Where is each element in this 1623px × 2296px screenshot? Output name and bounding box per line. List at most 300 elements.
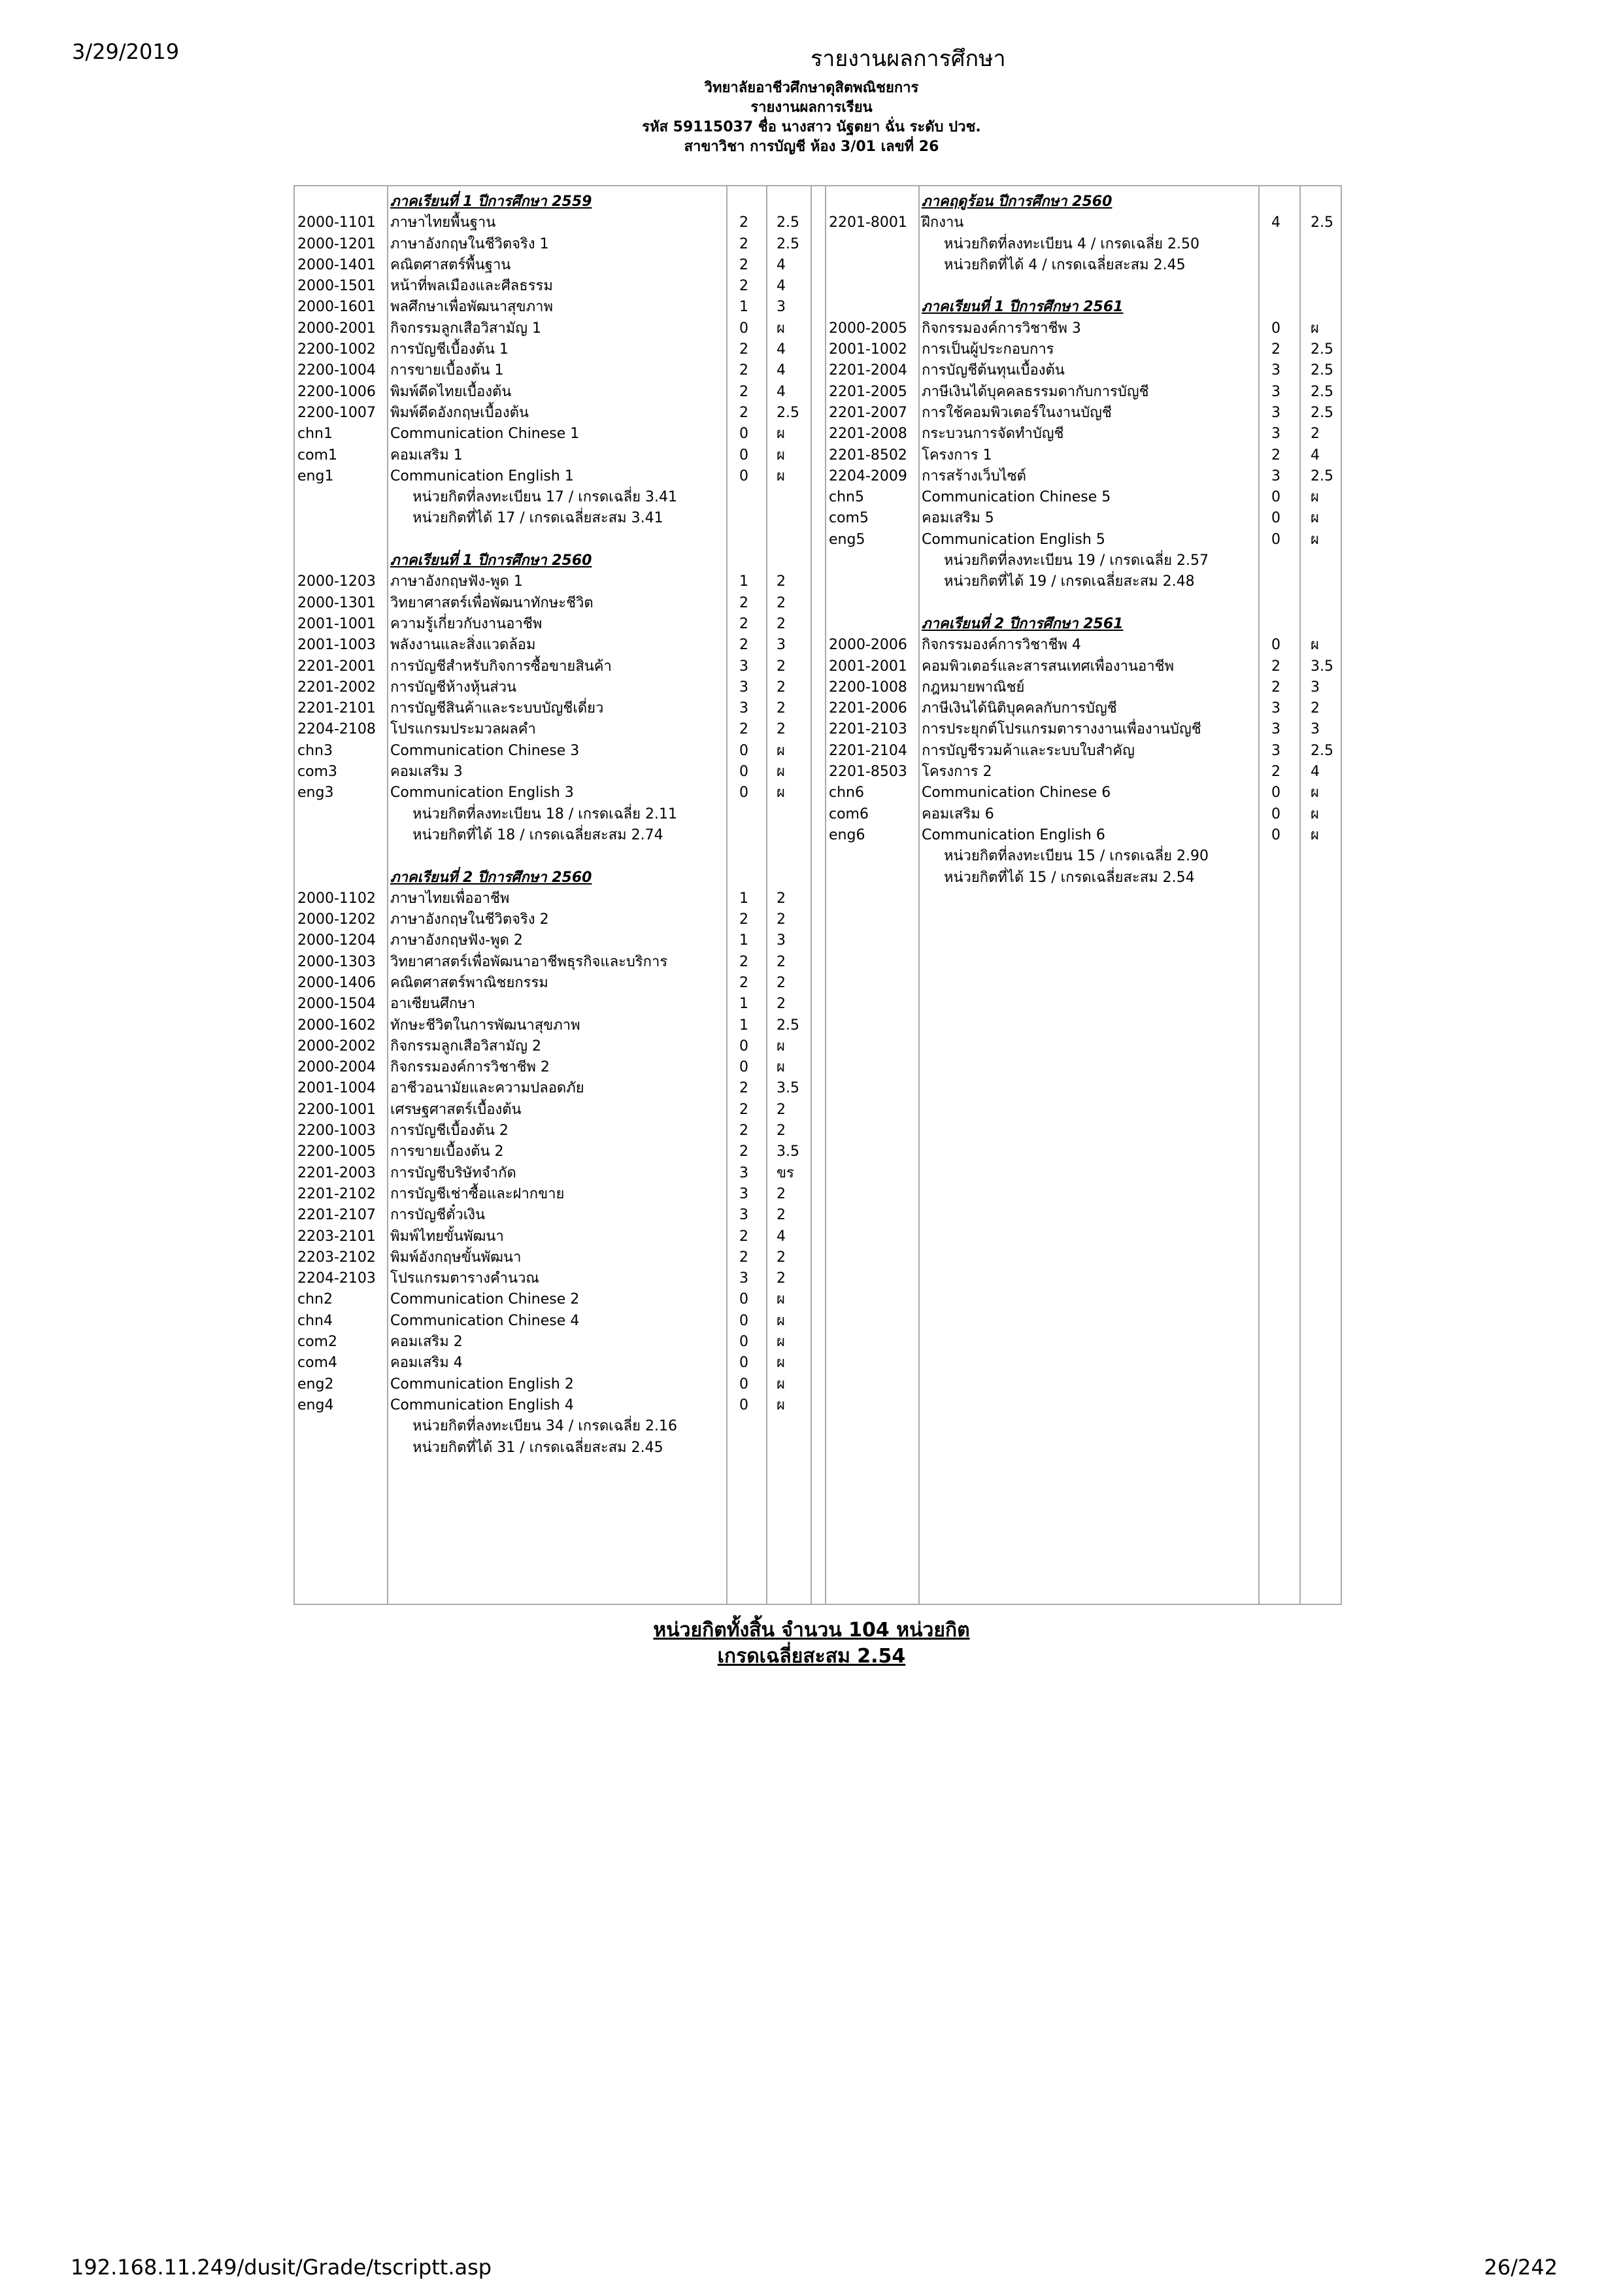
- course-grade: 2: [777, 594, 786, 611]
- divider: [825, 185, 826, 1605]
- course-row: [297, 1268, 807, 1289]
- course-credit: 0: [1271, 637, 1280, 654]
- course-code: 2000-1601: [297, 299, 376, 316]
- course-credit: 2: [739, 953, 748, 970]
- course-row: [297, 1184, 807, 1205]
- course-name: การประยุกต์โปรแกรมตารางงานเพื่องานบัญชี: [922, 721, 1201, 738]
- course-credit: 1: [739, 996, 748, 1013]
- course-row: [829, 212, 1339, 233]
- course-row: [297, 382, 807, 403]
- summary-text: หน่วยกิตที่ลงทะเบียน 4 / เกรดเฉลี่ย 2.50: [944, 235, 1200, 252]
- course-grade: 2: [1311, 426, 1320, 443]
- course-name: คอมเสริม 5: [922, 510, 994, 527]
- course-name: Communication English 1: [390, 467, 574, 484]
- course-name: Communication Chinese 4: [390, 1312, 580, 1329]
- course-code: 2201-8502: [829, 447, 907, 464]
- course-credit: 1: [739, 1017, 748, 1034]
- course-row: [297, 656, 807, 677]
- course-name: Communication English 3: [390, 785, 574, 802]
- semester-summary: [829, 550, 1339, 571]
- course-name: พิมพ์ดีดไทยเบื้องต้น: [390, 383, 512, 400]
- course-grade: ผ: [777, 426, 785, 443]
- course-code: chn1: [297, 426, 333, 443]
- course-grade: 2: [777, 1249, 786, 1266]
- summary-text: หน่วยกิตที่ลงทะเบียน 15 / เกรดเฉลี่ย 2.90: [944, 848, 1209, 865]
- course-name: ภาษีเงินได้นิติบุคคลกับการบัญชี: [922, 700, 1117, 717]
- course-grade: 2: [777, 658, 786, 675]
- course-row: [297, 571, 807, 592]
- course-grade: 3.5: [1311, 658, 1333, 675]
- course-grade: 2.5: [1311, 341, 1333, 358]
- course-code: 2201-8001: [829, 214, 907, 231]
- course-grade: 2: [777, 1101, 786, 1118]
- course-name: Communication Chinese 6: [922, 785, 1111, 802]
- course-credit: 2: [1271, 447, 1280, 464]
- course-row: [297, 973, 807, 994]
- course-grade: ผ: [1311, 531, 1319, 548]
- course-credit: 0: [1271, 531, 1280, 548]
- course-code: 2200-1002: [297, 341, 376, 358]
- course-name: Communication English 2: [390, 1376, 574, 1393]
- course-credit: 0: [739, 1334, 748, 1351]
- semester-summary: [297, 1416, 807, 1437]
- course-row: [829, 445, 1339, 466]
- course-grade: ผ: [777, 1059, 785, 1076]
- course-grade: ผ: [1311, 785, 1319, 802]
- course-grade: 2: [777, 615, 786, 632]
- course-code: 2203-2102: [297, 1249, 376, 1266]
- course-name: พิมพ์ไทยขั้นพัฒนา: [390, 1228, 504, 1245]
- course-grade: 3: [1311, 721, 1320, 738]
- course-grade: 2: [777, 679, 786, 696]
- course-credit: 3: [1271, 721, 1280, 738]
- course-row: [297, 1036, 807, 1057]
- course-row: [297, 403, 807, 424]
- course-row: [297, 888, 807, 909]
- course-code: 2000-1204: [297, 932, 376, 949]
- course-credit: 2: [739, 235, 748, 252]
- course-code: 2000-1101: [297, 214, 376, 231]
- course-name: การบัญชีเบื้องต้น 1: [390, 341, 509, 358]
- semester-summary: [297, 487, 807, 508]
- course-grade: 2.5: [1311, 362, 1333, 379]
- course-row: [297, 276, 807, 297]
- course-grade: 4: [777, 1228, 786, 1245]
- course-code: 2204-2103: [297, 1270, 376, 1287]
- course-name: เศรษฐศาสตร์เบื้องต้น: [390, 1101, 522, 1118]
- course-row: [297, 1141, 807, 1162]
- course-credit: 0: [739, 426, 748, 443]
- course-name: การขายเบื้องต้น 2: [390, 1143, 504, 1160]
- course-code: eng3: [297, 785, 334, 802]
- course-credit: 0: [739, 467, 748, 484]
- course-code: eng6: [829, 826, 865, 843]
- course-name: วิทยาศาสตร์เพื่อพัฒนาอาชีพธุรกิจและบริการ: [390, 953, 668, 970]
- course-grade: 2.5: [777, 214, 799, 231]
- course-row: [297, 1395, 807, 1416]
- course-row: [829, 783, 1339, 803]
- course-credit: 2: [739, 594, 748, 611]
- course-grade: 4: [777, 383, 786, 400]
- course-grade: 2.5: [777, 1017, 799, 1034]
- course-code: 2000-2002: [297, 1038, 376, 1055]
- course-name: Communication Chinese 1: [390, 426, 580, 443]
- course-row: [297, 1353, 807, 1374]
- summary-text: หน่วยกิตที่ได้ 4 / เกรดเฉลี่ยสะสม 2.45: [944, 256, 1186, 273]
- divider: [811, 185, 812, 1605]
- course-name: Communication English 5: [922, 531, 1105, 548]
- course-credit: 2: [739, 1249, 748, 1266]
- course-credit: 2: [739, 1143, 748, 1160]
- course-name: โครงการ 2: [922, 764, 992, 781]
- semester-summary: [829, 868, 1339, 888]
- course-code: 2200-1004: [297, 362, 376, 379]
- course-row: [829, 487, 1339, 508]
- course-name: Communication English 4: [390, 1396, 574, 1413]
- course-code: 2200-1001: [297, 1101, 376, 1118]
- course-credit: 0: [739, 1355, 748, 1372]
- course-code: eng1: [297, 467, 334, 484]
- course-row: [297, 318, 807, 339]
- course-credit: 0: [1271, 489, 1280, 506]
- course-grade: 2: [777, 721, 786, 738]
- course-code: eng4: [297, 1396, 334, 1413]
- course-code: 2000-1501: [297, 278, 376, 295]
- semester-title: ภาคเรียนที่ 2 ปีการศึกษา 2561: [922, 615, 1124, 632]
- course-name: กิจกรรมองค์การวิชาชีพ 3: [922, 320, 1081, 337]
- course-name: คอมพิวเตอร์และสารสนเทศเพื่องานอาชีพ: [922, 658, 1175, 675]
- course-name: การใช้คอมพิวเตอร์ในงานบัญชี: [922, 404, 1112, 421]
- course-row: [297, 466, 807, 487]
- course-credit: 0: [739, 1376, 748, 1393]
- course-code: eng2: [297, 1376, 334, 1393]
- course-grade: 3.5: [777, 1080, 799, 1097]
- course-credit: 0: [1271, 510, 1280, 527]
- course-row: [297, 424, 807, 445]
- course-grade: 2: [777, 1185, 786, 1202]
- course-credit: 2: [1271, 764, 1280, 781]
- course-credit: 0: [739, 764, 748, 781]
- course-grade: 2: [777, 911, 786, 928]
- course-code: com4: [297, 1355, 337, 1372]
- course-grade: ผ: [1311, 489, 1319, 506]
- course-code: 2001-2001: [829, 658, 907, 675]
- course-name: คอมเสริม 3: [390, 764, 463, 781]
- course-name: พิมพ์อังกฤษขั้นพัฒนา: [390, 1249, 522, 1266]
- course-credit: 2: [739, 637, 748, 654]
- semester-summary: [829, 234, 1339, 255]
- course-grade: ผ: [777, 320, 785, 337]
- semester-heading: [297, 868, 807, 888]
- course-code: 2201-8503: [829, 764, 907, 781]
- blank-row: [829, 276, 1339, 297]
- course-credit: 2: [739, 1080, 748, 1097]
- course-code: 2001-1003: [297, 637, 376, 654]
- course-row: [297, 635, 807, 656]
- course-credit: 2: [1271, 341, 1280, 358]
- course-row: [297, 255, 807, 276]
- course-code: com2: [297, 1334, 337, 1351]
- course-row: [297, 234, 807, 255]
- course-credit: 0: [739, 742, 748, 759]
- course-name: คอมเสริม 6: [922, 805, 994, 822]
- course-grade: 3: [777, 299, 786, 316]
- course-name: การบัญชีต้นทุนเบื้องต้น: [922, 362, 1065, 379]
- course-row: [297, 1247, 807, 1268]
- footer-page-number: 26/242: [1484, 2255, 1558, 2280]
- course-name: กิจกรรมองค์การวิชาชีพ 4: [922, 637, 1081, 654]
- course-credit: 2: [739, 214, 748, 231]
- summary-text: หน่วยกิตที่ได้ 18 / เกรดเฉลี่ยสะสม 2.74: [412, 826, 663, 843]
- course-name: การเป็นผู้ประกอบการ: [922, 341, 1054, 358]
- course-row: [297, 994, 807, 1015]
- course-credit: 3: [1271, 383, 1280, 400]
- course-grade: ผ: [777, 764, 785, 781]
- course-name: อาชีวอนามัยและความปลอดภัย: [390, 1080, 584, 1097]
- course-code: 2001-1004: [297, 1080, 376, 1097]
- course-row: [297, 1121, 807, 1141]
- course-code: 2201-2002: [297, 679, 376, 696]
- course-name: ภาษาอังกฤษในชีวิตจริง 1: [390, 235, 549, 252]
- course-row: [829, 318, 1339, 339]
- course-grade: ผ: [1311, 826, 1319, 843]
- course-credit: 3: [739, 1207, 748, 1224]
- course-credit: 0: [739, 1038, 748, 1055]
- course-code: 2204-2009: [829, 467, 907, 484]
- course-row: [297, 719, 807, 740]
- course-name: ภาษาไทยเพื่ออาชีพ: [390, 890, 510, 907]
- summary-text: หน่วยกิตที่ลงทะเบียน 18 / เกรดเฉลี่ย 2.11: [412, 805, 678, 822]
- student-info: รหัส 59115037 ชื่อ นางสาว นัฐตยา ฉั่น ระดับ ปวช.: [642, 119, 981, 135]
- course-credit: 2: [1271, 658, 1280, 675]
- course-name: Communication Chinese 3: [390, 742, 580, 759]
- print-title: รายงานผลการศึกษา: [811, 46, 1006, 72]
- course-credit: 0: [739, 1312, 748, 1329]
- course-credit: 3: [1271, 404, 1280, 421]
- course-name: Communication Chinese 5: [922, 489, 1111, 506]
- course-grade: 2.5: [1311, 383, 1333, 400]
- semester-heading: [829, 192, 1339, 212]
- course-credit: 2: [739, 1101, 748, 1118]
- course-grade: 2: [777, 974, 786, 991]
- course-code: 2204-2108: [297, 721, 376, 738]
- course-code: 2000-1203: [297, 573, 376, 590]
- course-grade: 3: [1311, 679, 1320, 696]
- course-grade: 2: [777, 573, 786, 590]
- course-name: ภาษาอังกฤษในชีวิตจริง 2: [390, 911, 549, 928]
- course-grade: ผ: [777, 785, 785, 802]
- course-name: โครงการ 1: [922, 447, 992, 464]
- course-name: กิจกรรมลูกเสือวิสามัญ 2: [390, 1038, 541, 1055]
- course-row: [297, 1226, 807, 1247]
- course-code: 2200-1006: [297, 383, 376, 400]
- course-row: [829, 656, 1339, 677]
- course-grade: 2.5: [1311, 742, 1333, 759]
- semester-heading: [297, 550, 807, 571]
- summary-text: หน่วยกิตที่ได้ 31 / เกรดเฉลี่ยสะสม 2.45: [412, 1439, 663, 1456]
- course-row: [297, 930, 807, 951]
- course-grade: ผ: [777, 1312, 785, 1329]
- course-credit: 3: [739, 1185, 748, 1202]
- course-credit: 3: [739, 679, 748, 696]
- course-row: [829, 741, 1339, 762]
- course-grade: 2: [777, 890, 786, 907]
- blank-row: [297, 846, 807, 867]
- summary-text: หน่วยกิตที่ลงทะเบียน 19 / เกรดเฉลี่ย 2.57: [944, 552, 1209, 569]
- course-grade: 4: [777, 256, 786, 273]
- course-credit: 3: [739, 700, 748, 717]
- course-row: [829, 677, 1339, 698]
- course-name: โปรแกรมประมวลผลคำ: [390, 721, 536, 738]
- course-grade: 4: [1311, 764, 1320, 781]
- course-code: 2200-1008: [829, 679, 907, 696]
- course-code: 2001-1001: [297, 615, 376, 632]
- footer-url: 192.168.11.249/dusit/Grade/tscriptt.asp: [71, 2255, 492, 2280]
- course-code: 2201-2006: [829, 700, 907, 717]
- course-name: ภาษาไทยพื้นฐาน: [390, 214, 496, 231]
- course-code: 2000-1102: [297, 890, 376, 907]
- course-name: ภาษาอังกฤษฟัง-พูด 2: [390, 932, 523, 949]
- course-name: โปรแกรมตารางคำนวณ: [390, 1270, 539, 1287]
- course-credit: 2: [739, 615, 748, 632]
- course-code: 2000-2005: [829, 320, 907, 337]
- course-grade: 3: [777, 637, 786, 654]
- semester-title: ภาคเรียนที่ 1 ปีการศึกษา 2560: [390, 552, 592, 569]
- course-grade: ผ: [777, 1396, 785, 1413]
- course-row: [297, 339, 807, 360]
- course-name: การบัญชีบริษัทจำกัด: [390, 1164, 516, 1181]
- summary-text: หน่วยกิตที่ได้ 19 / เกรดเฉลี่ยสะสม 2.48: [944, 573, 1195, 590]
- course-row: [829, 635, 1339, 656]
- course-name: ภาษีเงินได้บุคคลธรรมดากับการบัญชี: [922, 383, 1149, 400]
- course-row: [297, 360, 807, 381]
- course-code: 2200-1007: [297, 404, 376, 421]
- course-credit: 3: [1271, 742, 1280, 759]
- course-row: [829, 804, 1339, 825]
- course-name: กฎหมายพาณิชย์: [922, 679, 1025, 696]
- course-name: ฝึกงาน: [922, 214, 964, 231]
- course-credit: 2: [739, 911, 748, 928]
- course-row: [297, 1078, 807, 1099]
- course-name: คอมเสริม 2: [390, 1334, 463, 1351]
- semester-summary: [829, 846, 1339, 867]
- course-row: [829, 825, 1339, 846]
- course-code: chn5: [829, 489, 864, 506]
- course-grade: ผ: [777, 1334, 785, 1351]
- course-name: การบัญชีห้างหุ้นส่วน: [390, 679, 517, 696]
- course-grade: 2.5: [1311, 404, 1333, 421]
- course-name: Communication English 6: [922, 826, 1105, 843]
- course-name: กระบวนการจัดทำบัญชี: [922, 426, 1064, 443]
- course-row: [297, 762, 807, 783]
- course-code: 2000-2001: [297, 320, 376, 337]
- course-row: [297, 1057, 807, 1078]
- course-row: [829, 719, 1339, 740]
- summary-text: หน่วยกิตที่ลงทะเบียน 34 / เกรดเฉลี่ย 2.16: [412, 1418, 678, 1435]
- course-grade: 2: [777, 1123, 786, 1140]
- semester-title: ภาคฤดูร้อน ปีการศึกษา 2560: [922, 194, 1113, 210]
- course-code: 2201-2107: [297, 1207, 376, 1224]
- course-code: 2000-1201: [297, 235, 376, 252]
- course-credit: 2: [739, 362, 748, 379]
- course-code: 2203-2101: [297, 1228, 376, 1245]
- course-code: 2001-1002: [829, 341, 907, 358]
- course-name: Communication Chinese 2: [390, 1291, 580, 1308]
- course-code: 2201-2007: [829, 404, 907, 421]
- course-name: การบัญชีสินค้าและระบบบัญชีเดี่ยว: [390, 700, 604, 717]
- semester-summary: [297, 508, 807, 529]
- course-code: chn2: [297, 1291, 333, 1308]
- course-code: 2200-1003: [297, 1123, 376, 1140]
- course-row: [297, 212, 807, 233]
- cumulative-gpa: เกรดเฉลี่ยสะสม 2.54: [717, 1645, 906, 1668]
- course-grade: ผ: [777, 1038, 785, 1055]
- course-row: [297, 1100, 807, 1121]
- course-grade: 2.5: [777, 235, 799, 252]
- course-grade: ผ: [777, 742, 785, 759]
- course-grade: 4: [777, 341, 786, 358]
- course-row: [297, 741, 807, 762]
- course-name: อาเซียนศึกษา: [390, 996, 476, 1013]
- course-code: 2000-1303: [297, 953, 376, 970]
- course-grade: 2: [1311, 700, 1320, 717]
- course-grade: ผ: [1311, 637, 1319, 654]
- course-code: 2201-2008: [829, 426, 907, 443]
- course-code: 2000-1401: [297, 256, 376, 273]
- course-row: [297, 909, 807, 930]
- course-code: 2201-2102: [297, 1185, 376, 1202]
- course-credit: 1: [739, 932, 748, 949]
- course-code: eng5: [829, 531, 865, 548]
- course-name: การบัญชีเบื้องต้น 2: [390, 1123, 509, 1140]
- course-credit: 1: [739, 299, 748, 316]
- course-code: 2201-2004: [829, 362, 907, 379]
- course-grade: ขร: [777, 1164, 794, 1181]
- course-code: 2000-1202: [297, 911, 376, 928]
- semester-heading: [829, 614, 1339, 635]
- course-row: [297, 952, 807, 973]
- course-credit: 0: [1271, 805, 1280, 822]
- course-row: [829, 762, 1339, 783]
- print-date: 3/29/2019: [72, 39, 180, 64]
- program-info: สาขาวิชา การบัญชี ห้อง 3/01 เลขที่ 26: [684, 139, 939, 155]
- course-credit: 2: [739, 1228, 748, 1245]
- course-name: กิจกรรมลูกเสือวิสามัญ 1: [390, 320, 541, 337]
- course-name: ความรู้เกี่ยวกับงานอาชีพ: [390, 615, 543, 632]
- course-credit: 2: [739, 341, 748, 358]
- course-name: พิมพ์ดีดอังกฤษเบื้องต้น: [390, 404, 529, 421]
- semester-heading: [297, 192, 807, 212]
- course-name: ทักษะชีวิตในการพัฒนาสุขภาพ: [390, 1017, 580, 1034]
- college-name: วิทยาลัยอาชีวศึกษาดุสิตพณิชยการ: [704, 80, 919, 96]
- course-grade: ผ: [777, 1355, 785, 1372]
- course-code: 2000-1504: [297, 996, 376, 1013]
- course-name: การบัญชีรวมค้าและระบบใบสำคัญ: [922, 742, 1135, 759]
- course-code: 2000-1301: [297, 594, 376, 611]
- course-grade: 3: [777, 932, 786, 949]
- course-credit: 0: [739, 1059, 748, 1076]
- course-name: คอมเสริม 4: [390, 1355, 463, 1372]
- course-credit: 3: [1271, 700, 1280, 717]
- summary-text: หน่วยกิตที่ได้ 15 / เกรดเฉลี่ยสะสม 2.54: [944, 869, 1195, 886]
- course-code: 2201-2003: [297, 1164, 376, 1181]
- course-code: 2000-2006: [829, 637, 907, 654]
- course-name: คอมเสริม 1: [390, 447, 463, 464]
- course-row: [297, 1311, 807, 1332]
- course-grade: 2.5: [1311, 214, 1333, 231]
- course-name: กิจกรรมองค์การวิชาชีพ 2: [390, 1059, 550, 1076]
- course-credit: 2: [739, 1123, 748, 1140]
